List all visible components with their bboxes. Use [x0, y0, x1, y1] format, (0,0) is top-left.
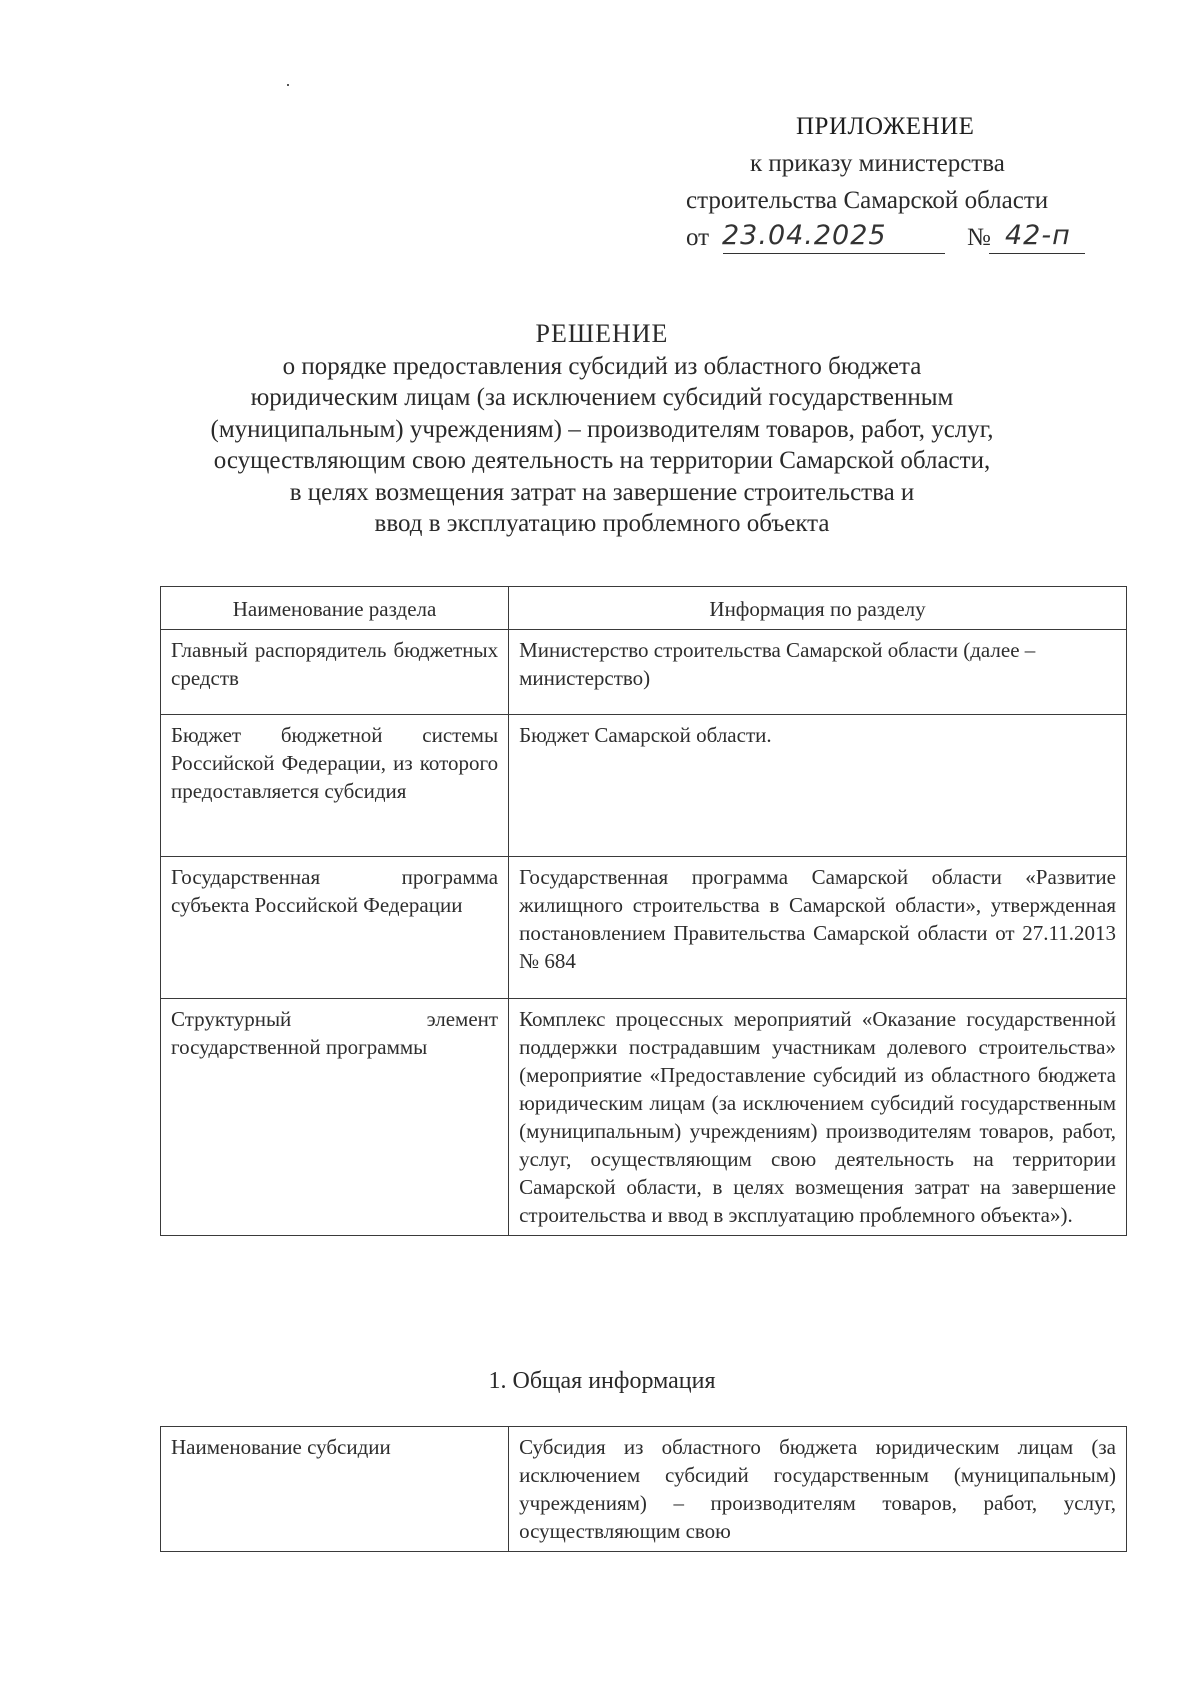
handwritten-date: 23.04.2025 — [722, 220, 887, 251]
date-underline — [723, 253, 945, 254]
row-info-cell: Бюджет Самарской области. — [509, 715, 1127, 857]
row-info-cell: Министерство строительства Самарской области (далее – министерство) — [509, 630, 1127, 715]
decision-title-block — [150, 318, 1054, 540]
decision-line: в целях возмещения затрат на завершение строительства и — [289, 478, 915, 506]
decision-line: (муниципальным) учреждениям) – производителям товаров, работ, услуг, — [210, 415, 994, 443]
row-name-cell: Структурный элемент государственной программы — [161, 999, 509, 1236]
row-name-cell: Бюджет бюджетной системы Российской Федерации, из которого предоставляется субсидия — [161, 715, 509, 857]
table-header-row — [161, 587, 1127, 630]
row-name-cell: Наименование субсидии — [161, 1427, 509, 1552]
table-row — [161, 1427, 1127, 1552]
section-title-general-info: 1. Общая информация — [488, 1368, 716, 1394]
scan-speck — [287, 84, 289, 86]
table-row — [161, 999, 1127, 1236]
general-info-table — [160, 1426, 1127, 1552]
column-header-section-name: Наименование раздела — [161, 587, 509, 630]
from-label: от — [686, 224, 710, 251]
row-info-cell: Комплекс процессных мероприятий «Оказание государственной поддержки пострадавшим участникам долевого строительства» (мероприятие «Предоставление субсидий из областного бюджета юридическим лицам (за исключением субсидий государственным (муниципальным) учреждениям) производителям товаров, работ, услуг, осуществляющим свою деятельность на территории Самарской области, в целях возмещения затрат на завершение строительства и ввод в эксплуатацию проблемного объекта»). — [509, 999, 1127, 1236]
row-info-cell: Субсидия из областного бюджета юридическим лицам (за исключением субсидий государственным (муниципальным) учреждениям) – производителям товаров, работ, услуг, осуществляющим свою — [509, 1427, 1127, 1552]
appendix-title: ПРИЛОЖЕНИЕ — [796, 113, 975, 140]
number-sign: № — [967, 224, 991, 251]
section-info-table — [160, 586, 1127, 1236]
row-name-cell: Главный распорядитель бюджетных средств — [161, 630, 509, 715]
row-name-cell: Государственная программа субъекта Российской Федерации — [161, 857, 509, 999]
table-row — [161, 857, 1127, 999]
decision-line: осуществляющим свою деятельность на территории Самарской области, — [213, 447, 991, 474]
appendix-line-order: к приказу министерства — [750, 150, 1005, 177]
table-row — [161, 630, 1127, 715]
decision-line: юридическим лицам (за исключением субсидий государственным — [250, 384, 954, 411]
decision-heading: РЕШЕНИЕ — [535, 319, 669, 348]
appendix-line-ministry: строительства Самарской области — [686, 187, 1049, 214]
table-row — [161, 715, 1127, 857]
row-info-cell: Государственная программа Самарской области «Развитие жилищного строительства в Самарской области», утвержденная постановлением Правительства Самарской области от 27.11.2013 № 684 — [509, 857, 1127, 999]
decision-line: о порядке предоставления субсидий из областного бюджета — [282, 352, 922, 380]
number-underline — [989, 253, 1085, 254]
column-header-section-info: Информация по разделу — [509, 587, 1127, 630]
decision-line: ввод в эксплуатацию проблемного объекта — [374, 510, 830, 537]
appendix-date-number-line — [686, 219, 1106, 259]
handwritten-number: 42-п — [1005, 220, 1071, 251]
appendix-block — [686, 108, 1106, 259]
